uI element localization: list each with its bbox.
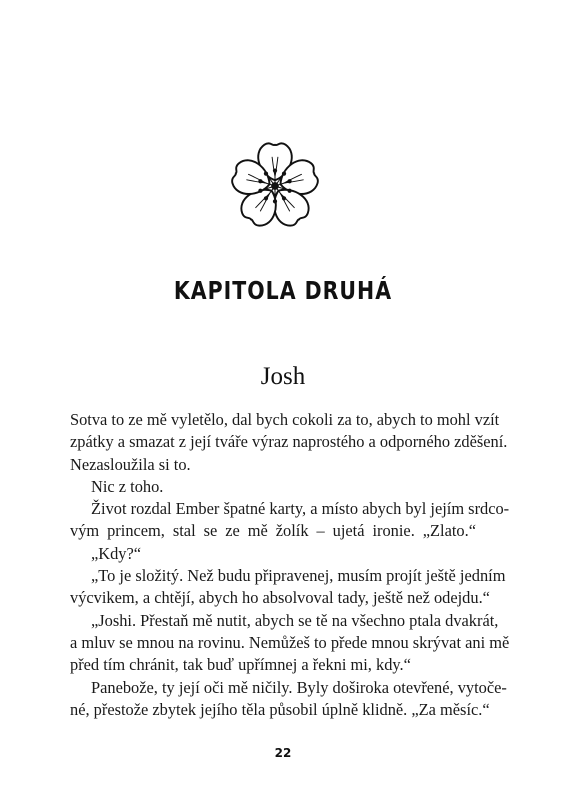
- chapter-subtitle-name: Josh: [260, 363, 306, 390]
- chapter-title: KAPITOLA DRUHÁ: [173, 276, 393, 305]
- text-line: Panebože, ty její oči mě ničily. Byly doširoka otevřené, vytoče-: [91, 677, 507, 697]
- text-line: zpátky a smazat z její tváře výraz naprostého a odporného zděšení.: [70, 432, 508, 452]
- text-line: né, přestože zbytek jejího těla působil úplně klidně. „Za měsíc.“: [70, 699, 490, 719]
- paragraph: [70, 565, 506, 610]
- text-line: Život rozdal Ember špatné karty, a místo abych byl jejím srdco-: [91, 499, 510, 519]
- text-line: Sotva to ze mě vyletělo, dal bych cokoli za to, abych to mohl vzít: [70, 410, 500, 429]
- paragraph: [70, 610, 510, 677]
- text-line: „Joshi. Přestaň mě nutit, abych se tě na všechno ptala dvakrát,: [91, 610, 499, 630]
- text-line: „Kdy?“: [91, 543, 142, 563]
- paragraph: [70, 409, 508, 476]
- paragraph: [70, 543, 476, 565]
- paragraph: [70, 677, 507, 722]
- paragraph: [70, 498, 510, 543]
- text-line: „To je složitý. Než budu připravenej, musím projít ještě jedním: [91, 566, 506, 586]
- text-line: výcvikem, a chtějí, abych ho absolvoval tady, ještě než odejdu.“: [70, 588, 490, 608]
- text-line: a mluv se mnou na rovinu. Nemůžeš to přede mnou skrývat ani mě: [70, 632, 510, 652]
- paragraph: [70, 476, 476, 498]
- page-number: 22: [274, 746, 292, 760]
- text-line: před tím chránit, tak buď upřímnej a řekni mi, kdy.“: [70, 655, 411, 675]
- text-line: Nic z toho.: [91, 476, 164, 496]
- body-text: [70, 409, 510, 721]
- text-line: Nezasloužila si to.: [70, 454, 191, 474]
- cherry-blossom-icon: [227, 138, 323, 234]
- text-line: vým princem, stal se ze mě žolík – ujetá ironie. „Zlato.“: [70, 521, 476, 541]
